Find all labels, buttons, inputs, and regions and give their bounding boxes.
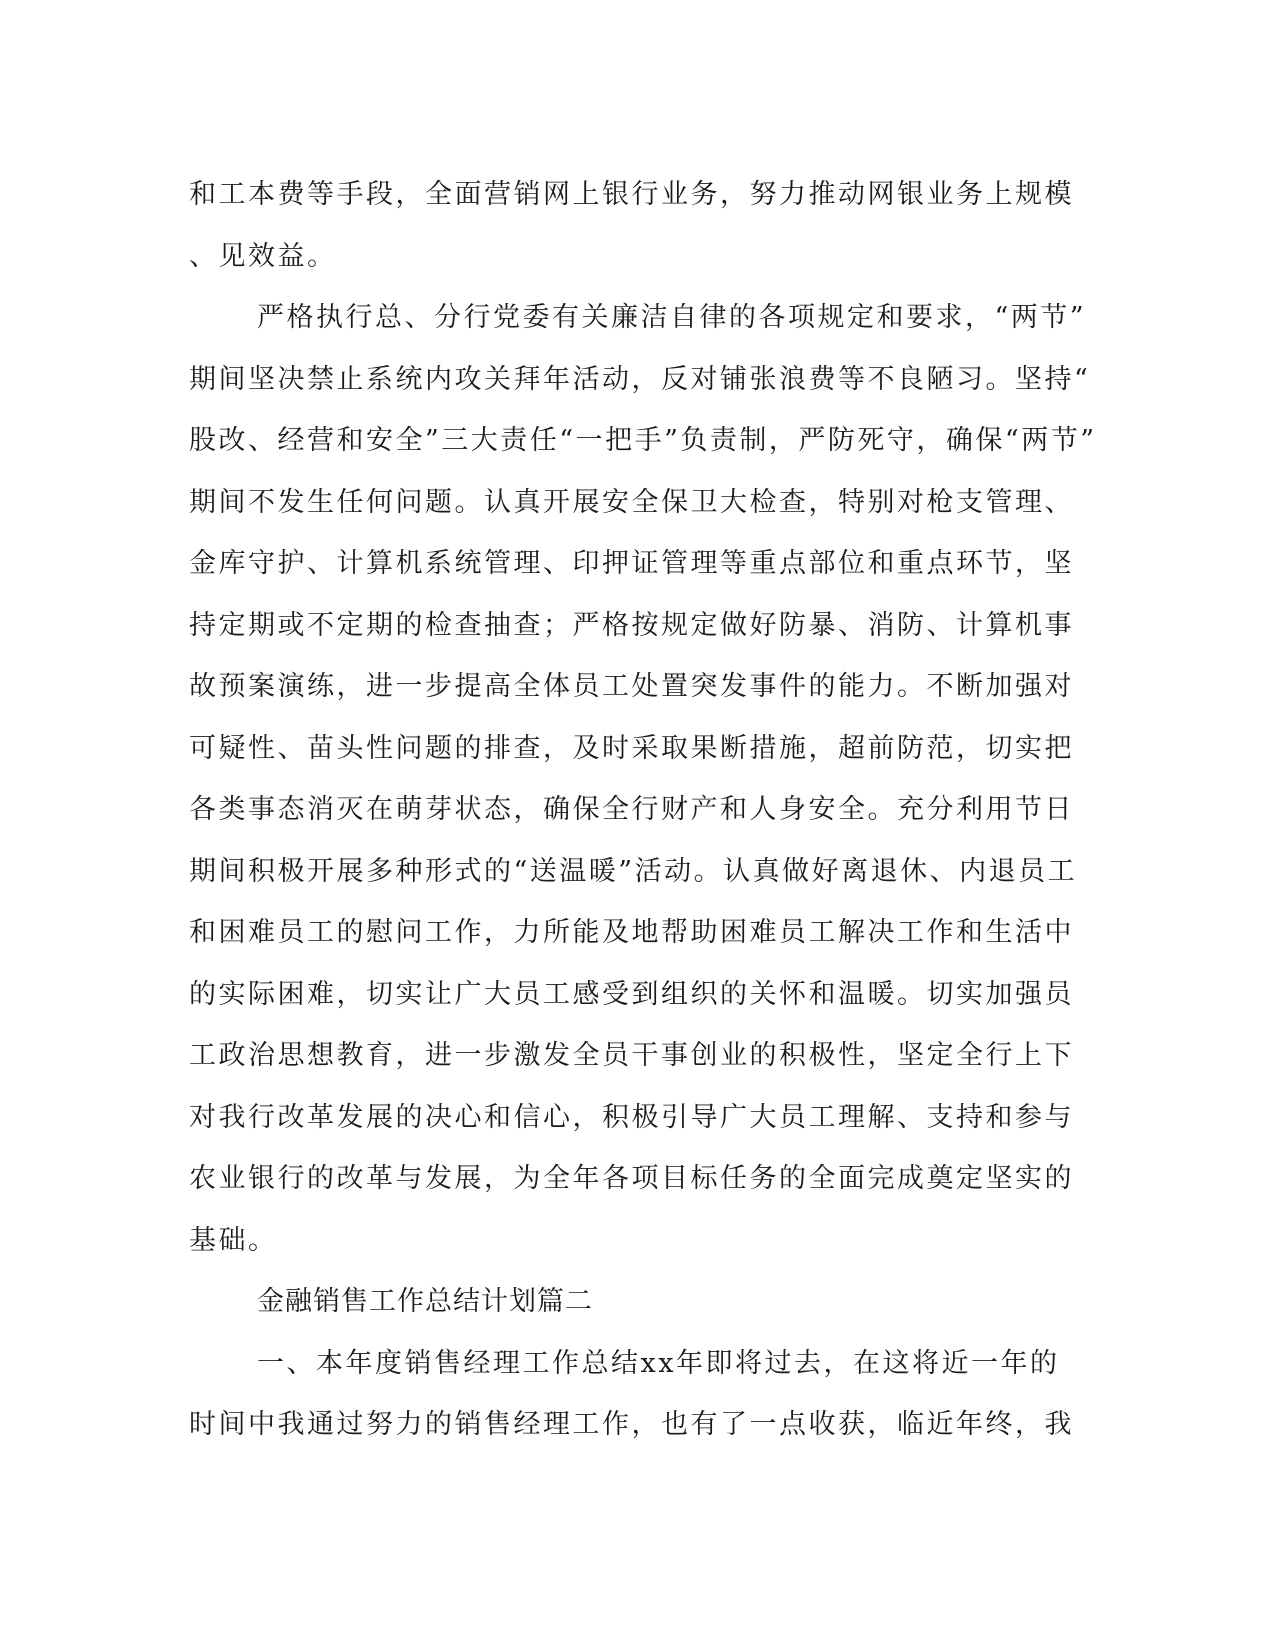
text-line: 农业银行的改革与发展，为全年各项目标任务的全面完成奠定坚实的	[189, 1163, 1074, 1194]
text-line: 、见效益。	[189, 240, 337, 272]
text-line: 金库守护、计算机系统管理、印押证管理等重点部位和重点环节，坚	[189, 548, 1074, 579]
text-line: 基础。	[189, 1224, 278, 1256]
text-line: 工政治思想教育，进一步激发全员干事创业的积极性，坚定全行上下	[189, 1040, 1074, 1071]
text-line: 股改、经营和安全”三大责任“一把手”负责制，严防死守，确保“两节”	[189, 425, 1097, 456]
document-body	[189, 164, 1097, 1456]
text-line: 各类事态消灭在萌芽状态，确保全行财产和人身安全。充分利用节日	[189, 794, 1074, 825]
text-line: 可疑性、苗头性问题的排查，及时采取果断措施，超前防范，切实把	[189, 732, 1074, 764]
text-line: 和困难员工的慰问工作，力所能及地帮助困难员工解决工作和生活中	[189, 917, 1074, 948]
text-line: 期间坚决禁止系统内攻关拜年活动，反对铺张浪费等不良陋习。坚持“	[189, 363, 1091, 395]
text-line: 期间不发生任何问题。认真开展安全保卫大检查，特别对枪支管理、	[189, 486, 1074, 518]
text-line: 严格执行总、分行党委有关廉洁自律的各项规定和要求，“两节”	[257, 302, 1087, 333]
text-line: 和工本费等手段，全面营销网上银行业务，努力推动网银业务上规模	[189, 179, 1074, 210]
paragraph-2	[189, 287, 1097, 1271]
text-line: 故预案演练，进一步提高全体员工处置突发事件的能力。不断加强对	[189, 671, 1074, 702]
paragraph-1	[189, 164, 1074, 287]
text-line: 期间积极开展多种形式的“送温暖”活动。认真做好离退休、内退员工	[189, 855, 1078, 887]
text-line: 对我行改革发展的决心和信心，积极引导广大员工理解、支持和参与	[189, 1101, 1074, 1133]
section-heading: 金融销售工作总结计划篇二	[257, 1286, 593, 1317]
text-line: 持定期或不定期的检查抽查；严格按规定做好防暴、消防、计算机事	[189, 609, 1074, 641]
paragraph-3	[189, 1333, 1074, 1456]
text-line: 的实际困难，切实让广大员工感受到组织的关怀和温暖。切实加强员	[189, 978, 1074, 1010]
text-line: 一、本年度销售经理工作总结xx年即将过去，在这将近一年的	[257, 1347, 1060, 1379]
text-line: 时间中我通过努力的销售经理工作，也有了一点收获，临近年终，我	[189, 1409, 1074, 1440]
